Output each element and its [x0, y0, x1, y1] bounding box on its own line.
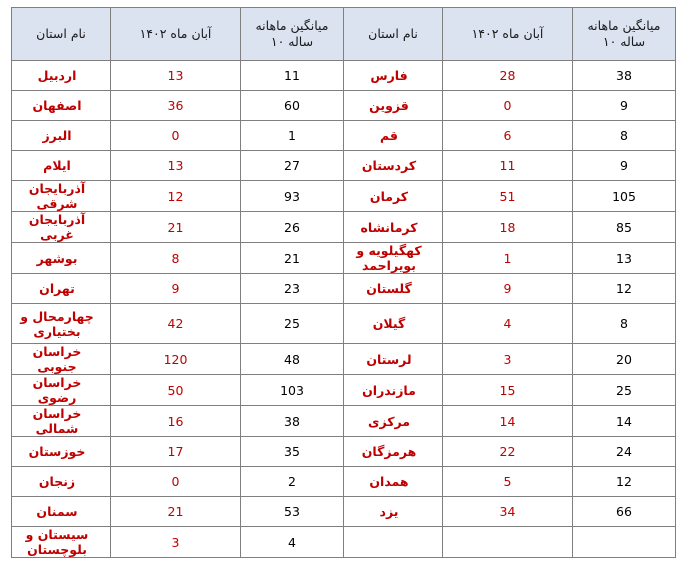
average-value-right: 8: [573, 304, 676, 344]
current-value-right: 28: [443, 61, 573, 91]
average-value-left: 21: [241, 243, 344, 274]
current-value-right: 4: [443, 304, 573, 344]
average-value-right: 25: [573, 375, 676, 406]
current-value-right: [443, 527, 573, 558]
average-value-right: 38: [573, 61, 676, 91]
average-value-left: 27: [241, 151, 344, 181]
average-value-right: 9: [573, 91, 676, 121]
current-value-right: 14: [443, 406, 573, 437]
average-value-left: 103: [241, 375, 344, 406]
province-name-right: کردستان: [344, 151, 443, 181]
current-value-left: 13: [111, 151, 241, 181]
table-row: [12, 181, 676, 212]
province-name-right: لرستان: [344, 344, 443, 375]
province-name-left: سمنان: [12, 497, 111, 527]
table-row: [12, 304, 676, 344]
current-value-left: 21: [111, 212, 241, 243]
table-row: [12, 274, 676, 304]
province-name-left: آذربایجان شرقی: [12, 181, 111, 212]
table-row: [12, 527, 676, 558]
table-row: [12, 212, 676, 243]
province-name-left: خراسان شمالی: [12, 406, 111, 437]
province-name-left: چهارمحال و بختیاری: [12, 304, 111, 344]
current-value-left: 36: [111, 91, 241, 121]
average-value-left: 4: [241, 527, 344, 558]
province-name-left: آذربایجان غربی: [12, 212, 111, 243]
current-value-right: 34: [443, 497, 573, 527]
current-value-right: 0: [443, 91, 573, 121]
average-value-left: 23: [241, 274, 344, 304]
table-row: [12, 437, 676, 467]
average-value-left: 48: [241, 344, 344, 375]
province-name-right: مازندران: [344, 375, 443, 406]
header-province-right: نام استان: [344, 8, 443, 61]
header-avg-left: میانگین ماهانه ۱۰ ساله: [241, 8, 344, 61]
average-value-right: 85: [573, 212, 676, 243]
table-row: [12, 151, 676, 181]
current-value-left: 12: [111, 181, 241, 212]
table-row: [12, 91, 676, 121]
current-value-left: 16: [111, 406, 241, 437]
current-value-left: 120: [111, 344, 241, 375]
current-value-left: 50: [111, 375, 241, 406]
current-value-right: 1: [443, 243, 573, 274]
province-name-right: قم: [344, 121, 443, 151]
average-value-right: 9: [573, 151, 676, 181]
province-name-left: اردبیل: [12, 61, 111, 91]
average-value-left: 38: [241, 406, 344, 437]
province-name-right: کرمانشاه: [344, 212, 443, 243]
current-value-right: 22: [443, 437, 573, 467]
current-value-left: 8: [111, 243, 241, 274]
table-row: [12, 406, 676, 437]
province-name-left: البرز: [12, 121, 111, 151]
current-value-right: 18: [443, 212, 573, 243]
current-value-left: 9: [111, 274, 241, 304]
table-row: [12, 375, 676, 406]
province-name-left: خراسان جنوبی: [12, 344, 111, 375]
header-province-left: نام استان: [12, 8, 111, 61]
table-header-row: [12, 8, 676, 61]
province-name-left: ایلام: [12, 151, 111, 181]
province-name-right: [344, 527, 443, 558]
average-value-right: 13: [573, 243, 676, 274]
average-value-right: [573, 527, 676, 558]
current-value-right: 3: [443, 344, 573, 375]
average-value-left: 25: [241, 304, 344, 344]
average-value-left: 1: [241, 121, 344, 151]
province-name-right: کرمان: [344, 181, 443, 212]
average-value-right: 20: [573, 344, 676, 375]
average-value-right: 14: [573, 406, 676, 437]
current-value-right: 51: [443, 181, 573, 212]
current-value-left: 0: [111, 467, 241, 497]
province-name-right: هرمزگان: [344, 437, 443, 467]
province-name-left: خراسان رضوی: [12, 375, 111, 406]
current-value-right: 9: [443, 274, 573, 304]
average-value-left: 11: [241, 61, 344, 91]
province-name-right: مرکزی: [344, 406, 443, 437]
province-name-left: تهران: [12, 274, 111, 304]
current-value-right: 11: [443, 151, 573, 181]
average-value-left: 35: [241, 437, 344, 467]
province-name-right: فارس: [344, 61, 443, 91]
province-name-left: اصفهان: [12, 91, 111, 121]
current-value-left: 21: [111, 497, 241, 527]
average-value-right: 105: [573, 181, 676, 212]
average-value-left: 53: [241, 497, 344, 527]
average-value-left: 60: [241, 91, 344, 121]
current-value-left: 13: [111, 61, 241, 91]
province-name-left: سیستان و بلوچستان: [12, 527, 111, 558]
table-row: [12, 467, 676, 497]
province-name-left: زنجان: [12, 467, 111, 497]
header-avg-right: میانگین ماهانه ۱۰ ساله: [573, 8, 676, 61]
current-value-left: 3: [111, 527, 241, 558]
province-name-right: کهگیلویه و بویراحمد: [344, 243, 443, 274]
current-value-left: 0: [111, 121, 241, 151]
average-value-right: 24: [573, 437, 676, 467]
province-name-right: همدان: [344, 467, 443, 497]
current-value-right: 5: [443, 467, 573, 497]
average-value-right: 12: [573, 274, 676, 304]
current-value-left: 17: [111, 437, 241, 467]
average-value-left: 26: [241, 212, 344, 243]
table-row: [12, 121, 676, 151]
table-row: [12, 61, 676, 91]
header-current-right: آبان ماه ۱۴۰۲: [443, 8, 573, 61]
average-value-left: 2: [241, 467, 344, 497]
header-current-left: آبان ماه ۱۴۰۲: [111, 8, 241, 61]
average-value-left: 93: [241, 181, 344, 212]
rainfall-table: [11, 7, 676, 558]
table-row: [12, 497, 676, 527]
province-name-left: بوشهر: [12, 243, 111, 274]
current-value-left: 42: [111, 304, 241, 344]
province-name-left: خوزستان: [12, 437, 111, 467]
current-value-right: 6: [443, 121, 573, 151]
table-row: [12, 344, 676, 375]
average-value-right: 8: [573, 121, 676, 151]
province-name-right: یزد: [344, 497, 443, 527]
current-value-right: 15: [443, 375, 573, 406]
province-name-right: قزوین: [344, 91, 443, 121]
province-name-right: گلستان: [344, 274, 443, 304]
average-value-right: 12: [573, 467, 676, 497]
province-name-right: گیلان: [344, 304, 443, 344]
table-row: [12, 243, 676, 274]
average-value-right: 66: [573, 497, 676, 527]
